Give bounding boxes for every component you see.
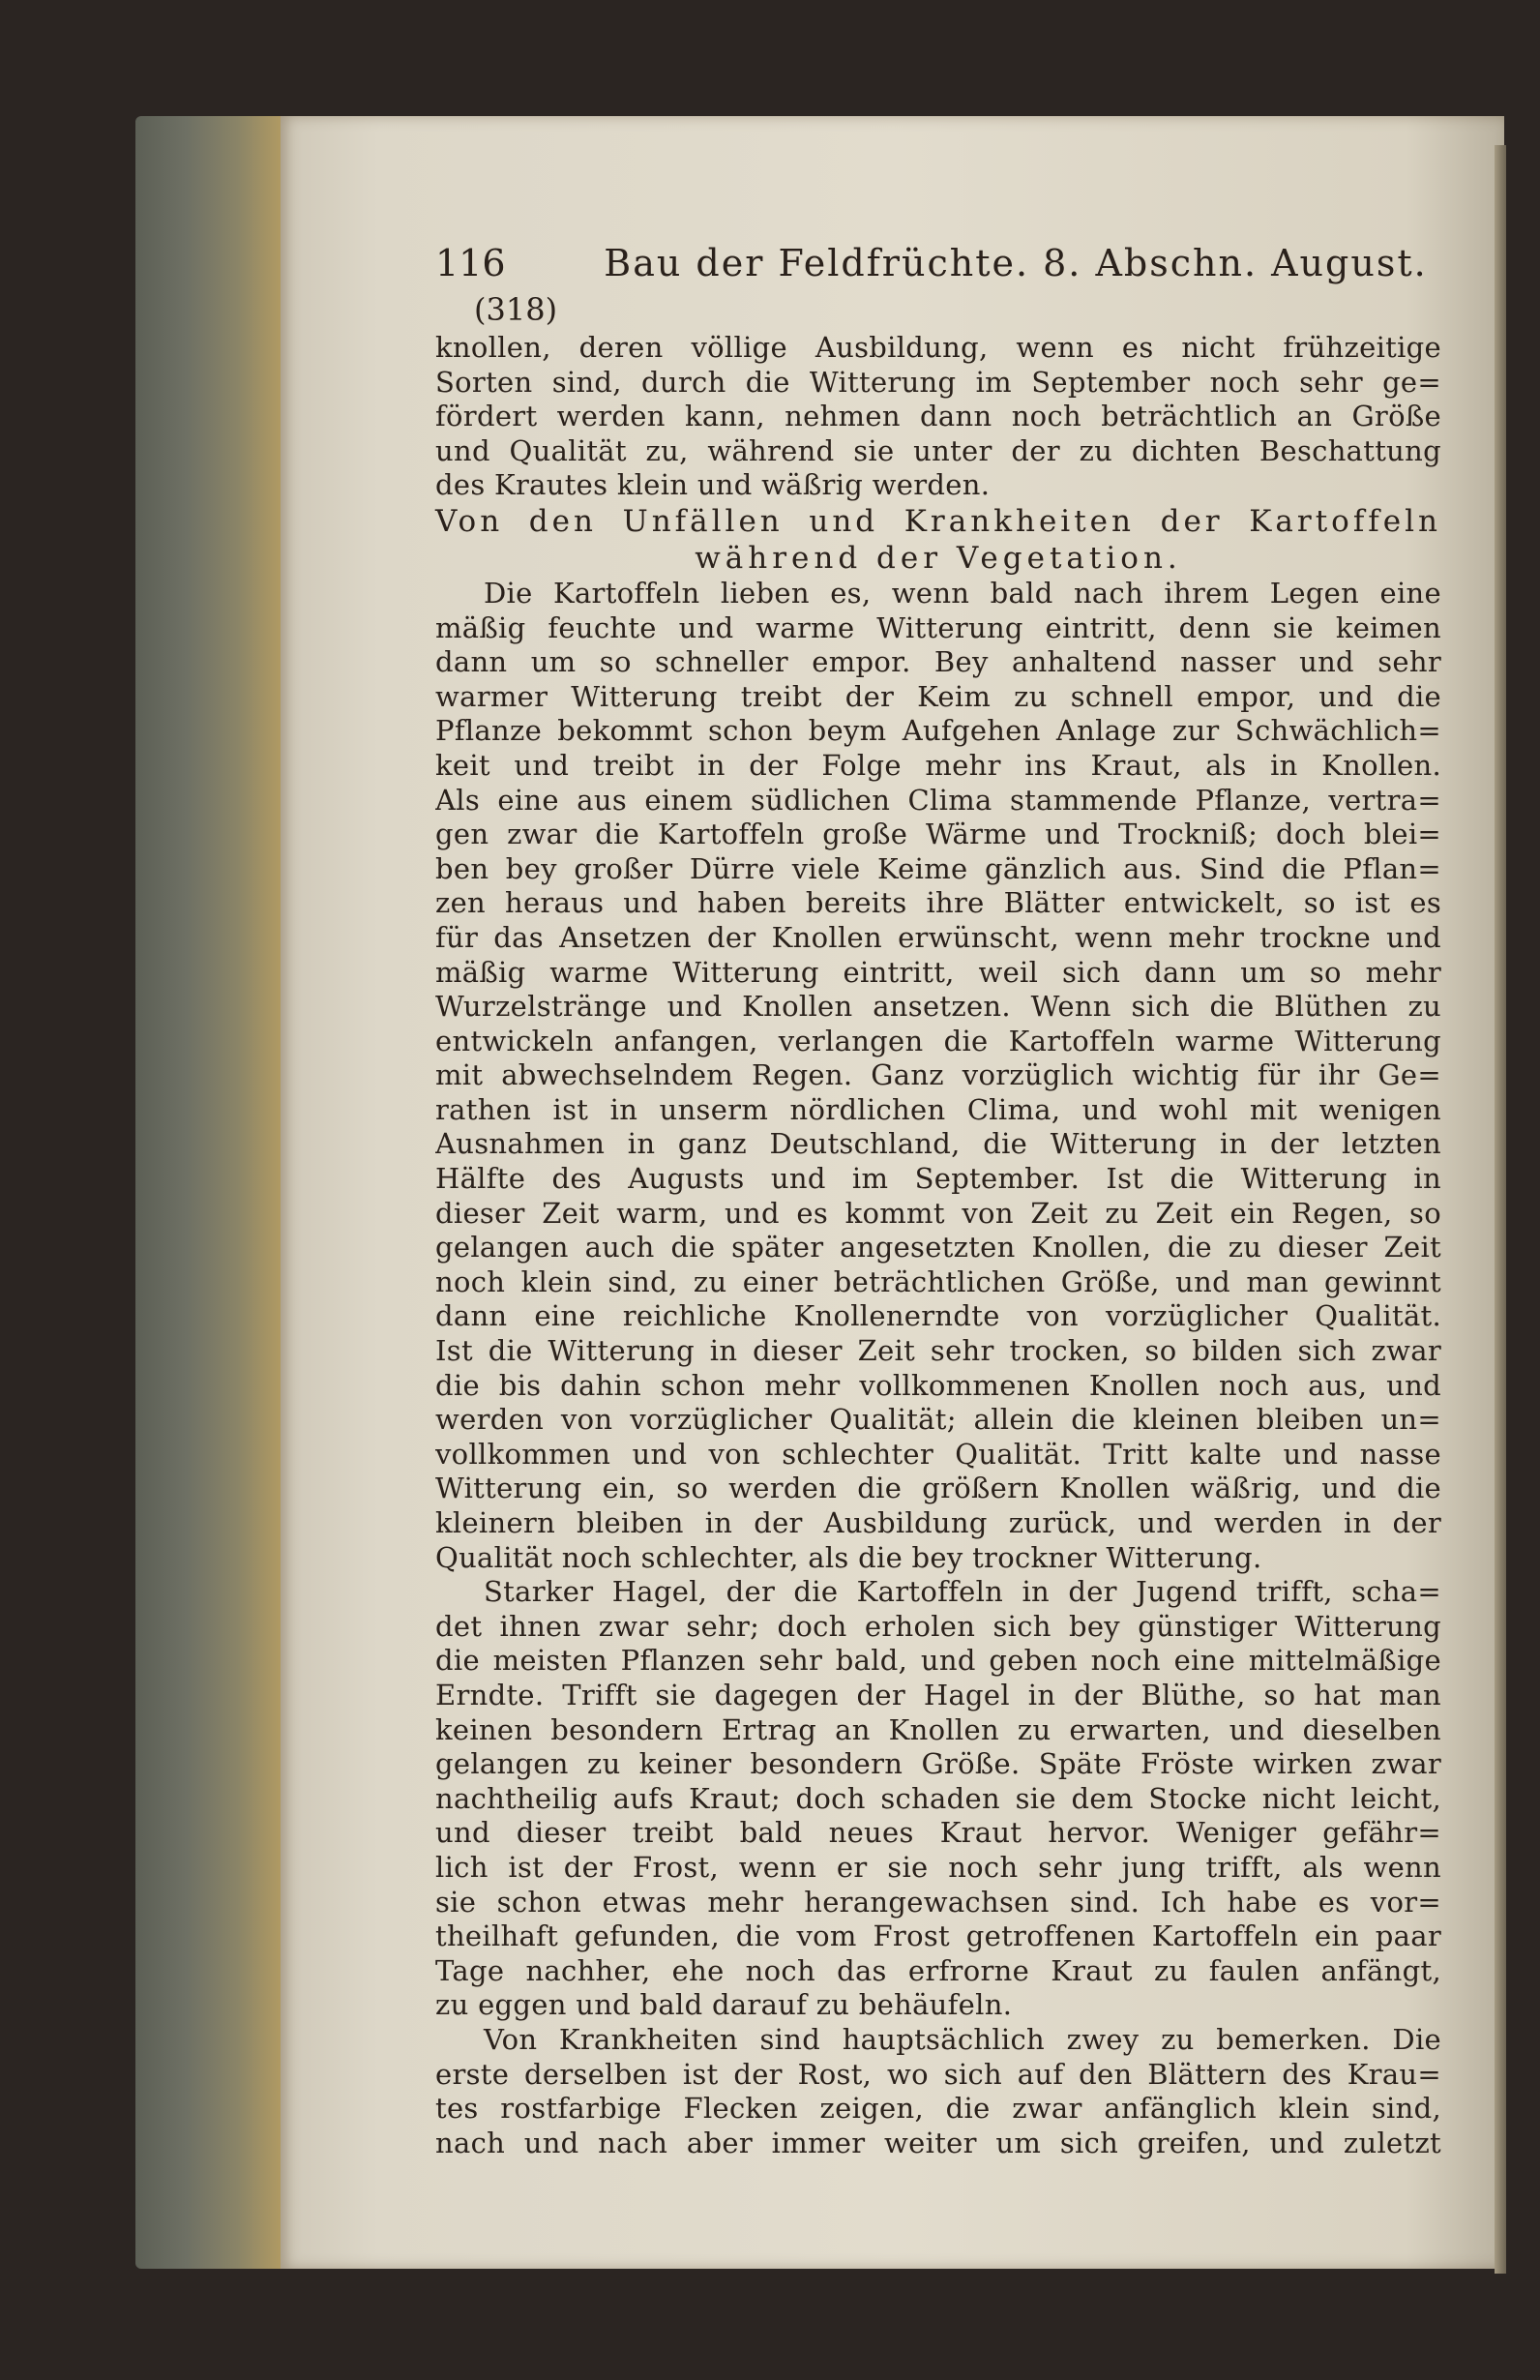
text-line: Erndte. Trifft sie dagegen der Hagel in der Blüthe, so hat man	[435, 1678, 1441, 1711]
text-line: des Krautes klein und wäßrig werden.	[435, 468, 991, 502]
text-line: ben bey großer Dürre viele Keime gänzlich aus. Sind die Pflan=	[435, 851, 1441, 885]
text-line: lich ist der Frost, wenn er sie noch sehr jung trifft, als wenn	[435, 1850, 1441, 1884]
text-line: mäßig feuchte und warme Witterung eintritt, denn sie keimen	[435, 610, 1441, 644]
text-line: mäßig warme Witterung eintritt, weil sich dann um so mehr	[435, 955, 1441, 989]
text-line: mit abwechselndem Regen. Ganz vorzüglich wichtig für ihr Ge=	[435, 1058, 1441, 1092]
text-line: gen zwar die Kartoffeln große Wärme und Trockniß; doch blei=	[435, 818, 1441, 851]
text-line: sie schon etwas mehr herangewachsen sind. Ich habe es vor=	[435, 1885, 1441, 1919]
text-line: tes rostfarbige Flecken zeigen, die zwar anfänglich klein sind,	[435, 2092, 1441, 2126]
text-line: fördert werden kann, nehmen dann noch beträchtlich an Größe	[435, 400, 1441, 433]
text-line: noch klein sind, zu einer beträchtlichen Größe, und man gewinnt	[435, 1264, 1441, 1298]
text-line: Witterung ein, so werden die größern Knollen wäßrig, und die	[435, 1472, 1441, 1505]
text-line: Die Kartoffeln lieben es, wenn bald nach ihrem Legen eine	[484, 576, 1441, 610]
text-line: zu eggen und bald darauf zu behäufeln.	[435, 1988, 1013, 2022]
page-number: 116	[435, 242, 506, 284]
text-line: Von Krankheiten sind hauptsächlich zwey zu bemerken. Die	[484, 2022, 1441, 2056]
text-line: zen heraus und haben bereits ihre Blätter entwickelt, so ist es	[435, 886, 1441, 920]
text-line: Starker Hagel, der die Kartoffeln in der Jugend trifft, scha=	[484, 1575, 1441, 1609]
text-line: keit und treibt in der Folge mehr ins Kraut, als in Knollen.	[435, 748, 1441, 782]
text-line: dann um so schneller empor. Bey anhaltend nasser und sehr	[435, 645, 1441, 679]
text-line: dieser Zeit warm, und es kommt von Zeit zu Zeit ein Regen, so	[435, 1196, 1441, 1230]
text-line: Als eine aus einem südlichen Clima stammende Pflanze, vertra=	[435, 783, 1441, 817]
signature-mark: (318)	[474, 291, 558, 328]
text-line: Pflanze bekommt schon beym Aufgehen Anlage zur Schwächlich=	[435, 714, 1441, 748]
text-line: rathen ist in unserm nördlichen Clima, und wohl mit wenigen	[435, 1092, 1441, 1126]
section-heading	[435, 503, 1441, 577]
text-line: werden von vorzüglicher Qualität; allein die kleinen bleiben un=	[435, 1403, 1441, 1437]
heading-line: während der Vegetation.	[695, 540, 1182, 576]
text-line: entwickeln anfangen, verlangen die Kartoffeln warme Witterung	[435, 1024, 1441, 1057]
paragraph-weather	[435, 577, 1441, 1575]
heading-line: Von den Unfällen und Krankheiten der Kartoffeln	[435, 503, 1441, 539]
text-line: Ist die Witterung in dieser Zeit sehr trocken, so bilden sich zwar	[435, 1334, 1441, 1368]
text-line: und dieser treibt bald neues Kraut hervor. Weniger gefähr=	[435, 1816, 1441, 1850]
text-line: kleinern bleiben in der Ausbildung zurück, und werden in der	[435, 1506, 1441, 1539]
book-edge	[135, 116, 281, 2269]
text-line: knollen, deren völlige Ausbildung, wenn es nicht frühzeitige	[435, 331, 1441, 364]
text-line: gelangen zu keiner besondern Größe. Späte Fröste wirken zwar	[435, 1747, 1441, 1781]
text-line: vollkommen und von schlechter Qualität. Tritt kalte und nasse	[435, 1437, 1441, 1471]
text-line: Ausnahmen in ganz Deutschland, die Witterung in der letzten	[435, 1127, 1441, 1161]
paragraph-hail-frost	[435, 1575, 1441, 2023]
text-line: det ihnen zwar sehr; doch erholen sich bey günstiger Witterung	[435, 1609, 1441, 1643]
intro-paragraph	[435, 331, 1441, 503]
text-line: nach und nach aber immer weiter um sich greifen, und zuletzt	[435, 2126, 1441, 2159]
text-line: erste derselben ist der Rost, wo sich auf den Blättern des Krau=	[435, 2057, 1441, 2091]
text-line: die meisten Pflanzen sehr bald, und geben noch eine mittelmäßige	[435, 1644, 1441, 1678]
text-line: Qualität noch schlechter, als die bey trockner Witterung.	[435, 1540, 1262, 1574]
text-line: die bis dahin schon mehr vollkommenen Knollen noch aus, und	[435, 1368, 1441, 1402]
text-line: keinen besondern Ertrag an Knollen zu erwarten, und dieselben	[435, 1712, 1441, 1746]
running-head: Bau der Feldfrüchte. 8. Abschn. August.	[604, 242, 1428, 284]
text-line: theilhaft gefunden, die vom Frost getroffenen Kartoffeln ein paar	[435, 1919, 1441, 1953]
text-line: Wurzelstränge und Knollen ansetzen. Wenn sich die Blüthen zu	[435, 990, 1441, 1024]
text-line: warmer Witterung treibt der Keim zu schnell empor, und die	[435, 679, 1441, 713]
text-line: Hälfte des Augusts und im September. Ist die Witterung in	[435, 1162, 1441, 1196]
page-text	[435, 242, 1441, 2160]
text-line: und Qualität zu, während sie unter der zu dichten Beschattung	[435, 433, 1441, 467]
text-line: dann eine reichliche Knollenerndte von vorzüglicher Qualität.	[435, 1299, 1441, 1333]
text-line: Tage nachher, ehe noch das erfrorne Kraut zu faulen anfängt,	[435, 1953, 1441, 1987]
text-line: für das Ansetzen der Knollen erwünscht, wenn mehr trockne und	[435, 920, 1441, 954]
paragraph-diseases	[435, 2023, 1441, 2160]
page-header	[435, 242, 1441, 288]
text-line: gelangen auch die später angesetzten Knollen, die zu dieser Zeit	[435, 1231, 1441, 1264]
page-gutter-edge	[1495, 145, 1506, 2274]
text-line: Sorten sind, durch die Witterung im September noch sehr ge=	[435, 365, 1441, 399]
text-line: nachtheilig aufs Kraut; doch schaden sie dem Stocke nicht leicht,	[435, 1781, 1441, 1815]
